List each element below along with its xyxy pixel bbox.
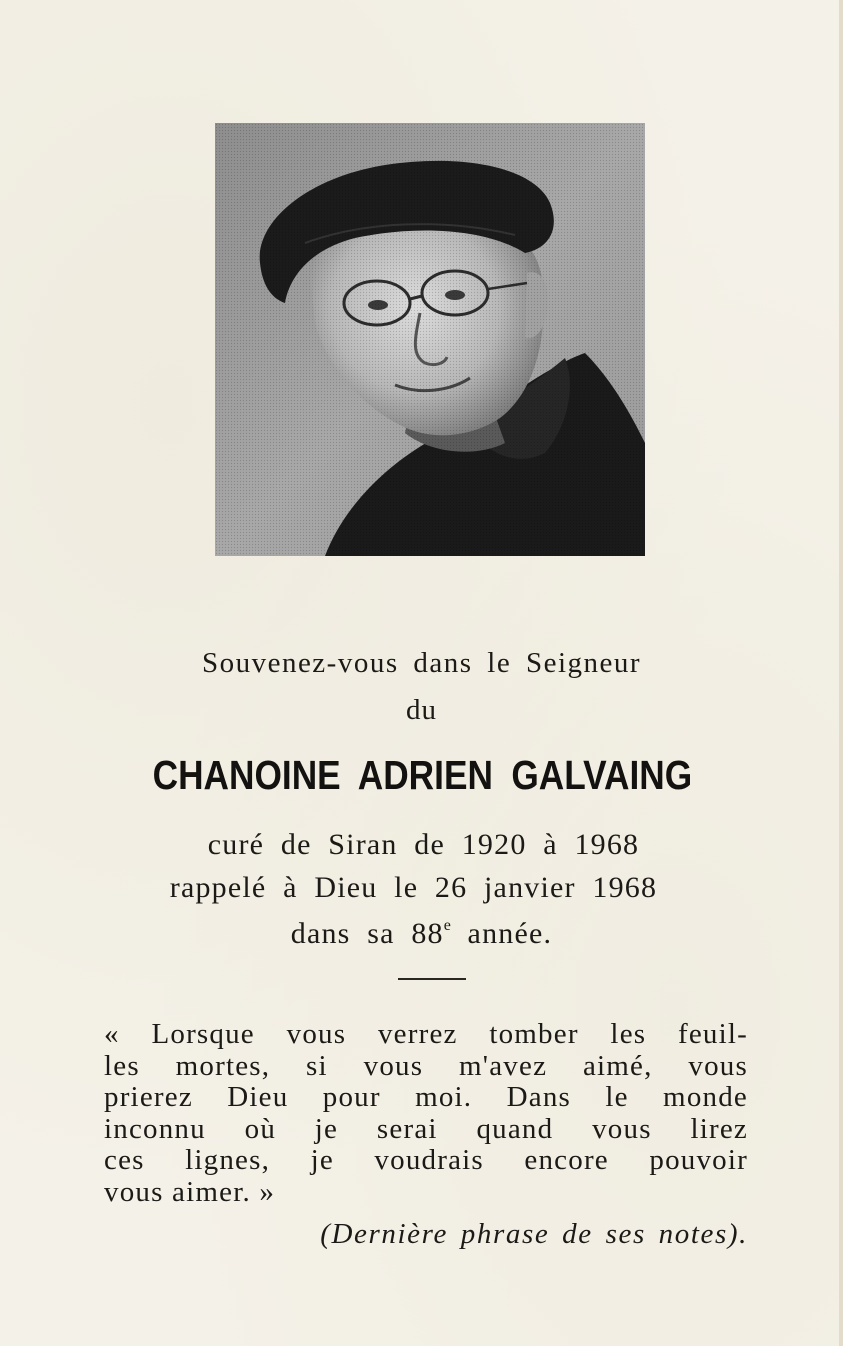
quote-line: « Lorsque vous verrez tomber les feuil- xyxy=(104,1018,748,1050)
invocation-text: Souvenez-vous dans le Seigneur xyxy=(201,647,642,679)
quote-source: (Dernière phrase de ses notes). xyxy=(320,1218,748,1250)
age-suffix: année. xyxy=(450,917,553,950)
portrait-illustration xyxy=(215,123,645,556)
quote-block xyxy=(104,1019,748,1208)
portrait-photo xyxy=(215,123,645,556)
parish-line: curé de Siran de 1920 à 1968 xyxy=(207,828,640,861)
quote-line: vous aimer. » xyxy=(104,1175,276,1208)
quote-line: les mortes, si vous m'avez aimé, vous xyxy=(104,1049,748,1082)
divider-rule xyxy=(398,978,466,980)
age-text: dans sa 88 xyxy=(290,917,444,950)
quote-line: ces lignes, je voudrais encore pouvoir xyxy=(104,1144,748,1176)
quote-line: inconnu où je serai quand vous lirez xyxy=(104,1112,748,1145)
death-date-line: rappelé à Dieu le 26 janvier 1968 xyxy=(169,871,658,904)
deceased-name: CHANOINE ADRIEN GALVAING xyxy=(152,752,693,798)
age-line xyxy=(0,917,843,951)
du-text: du xyxy=(406,694,437,726)
age-superscript: e xyxy=(443,917,451,934)
quote-line: prierez Dieu pour moi. Dans le monde xyxy=(104,1081,748,1113)
